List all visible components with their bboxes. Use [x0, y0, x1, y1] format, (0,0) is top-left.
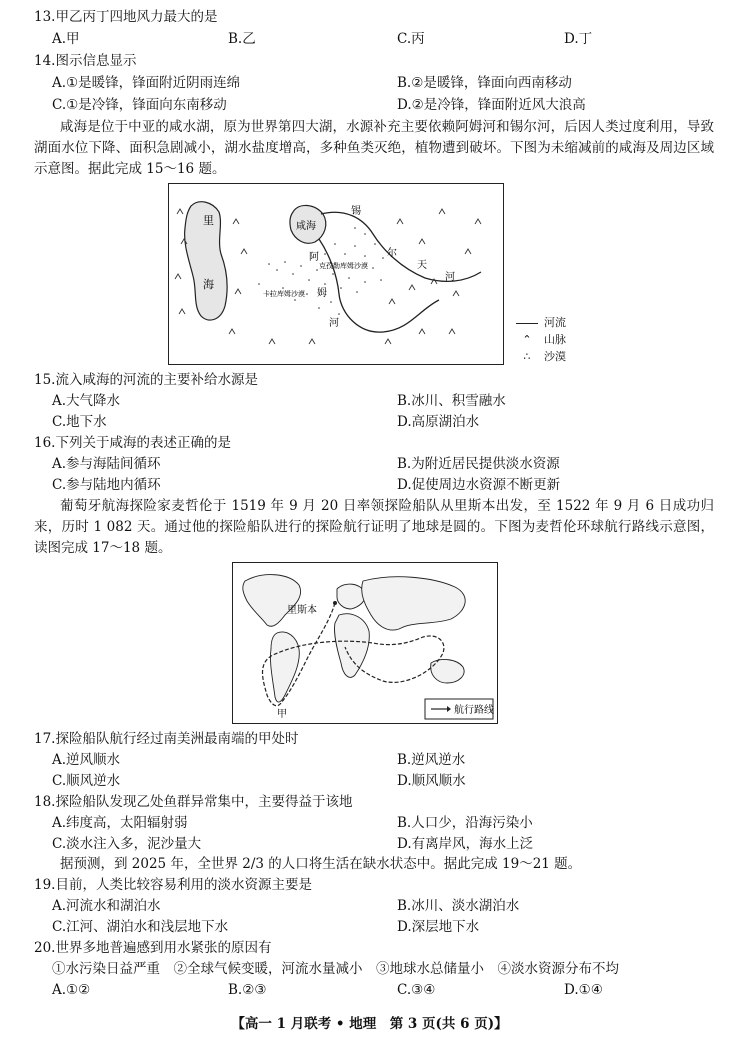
magellan-route-map	[232, 562, 498, 724]
legend-mountain-icon: ⌃	[522, 333, 532, 346]
q16-stem: 16.下列关于咸海的表述正确的是	[34, 435, 231, 451]
lisbon-marker	[333, 601, 337, 605]
magellan-route-svg	[233, 563, 497, 723]
q18-option-c: C.淡水注入多，泥沙量大	[52, 836, 202, 852]
label-amu-1: 阿	[309, 252, 319, 263]
q14-option-a: A.①是暖锋，锋面附近阴雨连绵	[52, 75, 241, 91]
q15-stem: 15.流入咸海的河流的主要补给水源是	[34, 372, 258, 388]
aral-sea-map-svg	[169, 184, 503, 364]
q20-items: ①水污染日益严重 ②全球气候变暖，河流水量减小 ③地球水总储量小 ④淡水资源分布不均	[52, 961, 619, 977]
q17-option-b: B.逆风逆水	[397, 752, 466, 768]
q18-stem: 18.探险船队发现乙处鱼群异常集中，主要得益于该地	[34, 794, 353, 810]
australia	[431, 660, 464, 683]
passage-magellan	[34, 496, 714, 559]
q17-stem: 17.探险船队航行经过南美洲最南端的甲处时	[34, 731, 299, 747]
q16-option-d: D.促使周边水资源不断更新	[397, 477, 561, 493]
q20-option-c: C.③④	[397, 982, 436, 998]
q20-option-a: A.①②	[52, 982, 91, 998]
label-karakum: 卡拉库姆沙漠	[263, 290, 305, 298]
q16-option-c: C.参与陆地内循环	[52, 477, 161, 493]
label-lisbon: 里斯本	[287, 605, 317, 616]
aral-sea-map	[168, 183, 504, 365]
desert-dots	[258, 227, 384, 315]
q17-option-c: C.顺风逆水	[52, 773, 121, 789]
q13-option-c: C.丙	[397, 31, 425, 47]
legend-river-line	[516, 323, 538, 324]
label-amu-3: 河	[329, 318, 339, 329]
passage-water-scarcity	[34, 854, 714, 875]
north-america	[243, 575, 301, 627]
q17-option-a: A.逆风顺水	[52, 752, 121, 768]
label-aral-sea: 咸海	[296, 221, 316, 232]
q15-option-c: C.地下水	[52, 414, 107, 430]
passage-water-scarcity-text: 据预测，到 2025 年，全世界 2/3 的人口将生活在缺水状态中。据此完成 19～21 题。	[60, 856, 582, 872]
route-legend-label: 航行路线	[454, 705, 494, 716]
q16-option-b: B.为附近居民提供淡水资源	[397, 456, 560, 472]
legend-mountain: ⌃ 山脉	[516, 331, 566, 349]
q19-stem: 19.目前，人类比较容易利用的淡水资源主要是	[34, 877, 312, 893]
label-syr-2: 尔	[387, 248, 397, 259]
q18-option-b: B.人口少，沿海污染小	[397, 815, 533, 831]
q17-option-d: D.顺风顺水	[397, 773, 466, 789]
q19-option-b: B.冰川、淡水湖泊水	[397, 898, 520, 914]
passage-aral-sea-text: 咸海是位于中亚的咸水湖，原为世界第四大湖，水源补充主要依赖阿姆河和锡尔河，后因人类过度利用，导致湖面水位下降、面积急剧减小，湖水盐度增高，多种鱼类灭绝，植物遭到破坏。下图为未缩减前的咸海及周边区域示意图。据此完成 15～16 题。	[34, 119, 714, 177]
q19-option-d: D.深层地下水	[397, 919, 480, 935]
page-footer: 【高一 1 月联考 • 地理 第 3 页(共 6 页)】	[231, 1016, 508, 1032]
q14-stem: 14.图示信息显示	[34, 53, 137, 69]
syr-darya-river	[321, 212, 481, 281]
label-amu-2: 姆	[317, 288, 327, 299]
label-syr-1: 锡	[351, 206, 361, 217]
label-kyzylkum: 克孜勒库姆沙漠	[319, 262, 368, 270]
q13-stem: 13.甲乙丙丁四地风力最大的是	[34, 9, 218, 25]
label-syr-4: 河	[445, 272, 455, 283]
q20-stem: 20.世界多地普遍感到用水紧张的原因有	[34, 940, 272, 956]
label-caspian-2: 海	[203, 278, 214, 291]
europe	[337, 584, 365, 609]
q19-option-a: A.河流水和湖泊水	[52, 898, 161, 914]
legend-river: 河流	[516, 314, 566, 332]
south-america	[270, 632, 299, 702]
legend-desert: ∴ 沙漠	[516, 348, 566, 366]
q13-option-b: B.乙	[228, 31, 256, 47]
q14-option-d: D.②是冷锋，锋面附近风大浪高	[397, 97, 586, 113]
q18-option-d: D.有离岸风，海水上泛	[397, 836, 534, 852]
passage-aral-sea	[34, 117, 714, 180]
q15-option-b: B.冰川、积雪融水	[397, 393, 506, 409]
q20-option-d: D.①④	[564, 982, 603, 998]
q15-option-d: D.高原湖泊水	[397, 414, 480, 430]
continents	[243, 575, 465, 702]
q13-option-a: A.甲	[52, 31, 80, 47]
q15-option-a: A.大气降水	[52, 393, 121, 409]
label-caspian-1: 里	[203, 214, 214, 227]
asia	[362, 577, 465, 630]
q14-option-b: B.②是暖锋，锋面向西南移动	[397, 75, 572, 91]
q18-option-a: A.纬度高，太阳辐射弱	[52, 815, 188, 831]
q20-option-b: B.②③	[228, 982, 267, 998]
label-jia: 甲	[277, 709, 287, 720]
q13-option-d: D.丁	[564, 31, 593, 47]
africa	[334, 614, 369, 678]
label-syr-3: 天	[417, 260, 427, 271]
q19-option-c: C.江河、湖泊水和浅层地下水	[52, 919, 229, 935]
q16-option-a: A.参与海陆间循环	[52, 456, 161, 472]
q14-option-c: C.①是冷锋，锋面向东南移动	[52, 97, 227, 113]
legend-desert-icon: ∴	[523, 350, 531, 363]
passage-magellan-text: 葡萄牙航海探险家麦哲伦于 1519 年 9 月 20 日率领探险船队从里斯本出发，至 1522 年 9 月 6 日成功归来，历时 1 082 天。通过他的探险船队进行的探险航行证明了地球是圆的。下图为麦哲伦环球航行路线示意图，读图完成 17～18 题。	[34, 498, 714, 556]
